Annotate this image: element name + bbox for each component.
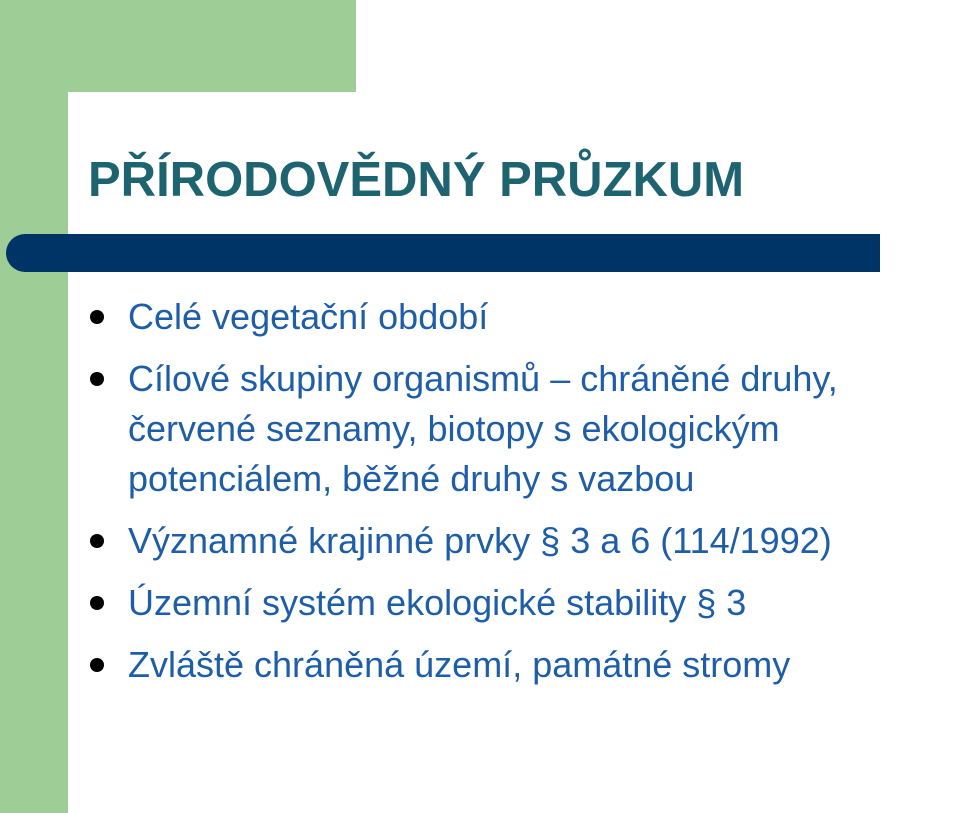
bullet-item-vegetation-period [86, 292, 838, 342]
bullet-item-landscape-elements [86, 516, 838, 566]
bullet-dot-icon [90, 658, 104, 672]
accent-left-band [0, 0, 68, 813]
slide-title: PŘÍRODOVĚDNÝ PRŮZKUM [88, 153, 745, 207]
bullet-dot-icon [90, 372, 104, 386]
bullet-line: Zvláště chráněná území, památné stromy [128, 644, 791, 685]
bullet-dot-icon [90, 596, 104, 610]
bullet-line: Celé vegetační období [128, 296, 489, 337]
bullet-list [86, 292, 838, 702]
bullet-dot-icon [90, 310, 104, 324]
bullet-line: červené seznamy, biotopy s ekologickým [128, 408, 780, 449]
title-underline-bar [6, 234, 880, 272]
accent-top-band [0, 0, 356, 92]
bullet-line: Významné krajinné prvky § 3 a 6 (114/1992) [128, 520, 832, 561]
bullet-item-target-groups [86, 354, 838, 504]
bullet-dot-icon [90, 534, 104, 548]
bullet-item-ecological-stability [86, 578, 838, 628]
bullet-line: Cílové skupiny organismů – chráněné druhy, [128, 358, 838, 399]
bullet-line: Územní systém ekologické stability § 3 [128, 582, 747, 623]
bullet-line: potenciálem, běžné druhy s vazbou [128, 458, 695, 499]
bullet-item-protected-areas [86, 640, 838, 690]
